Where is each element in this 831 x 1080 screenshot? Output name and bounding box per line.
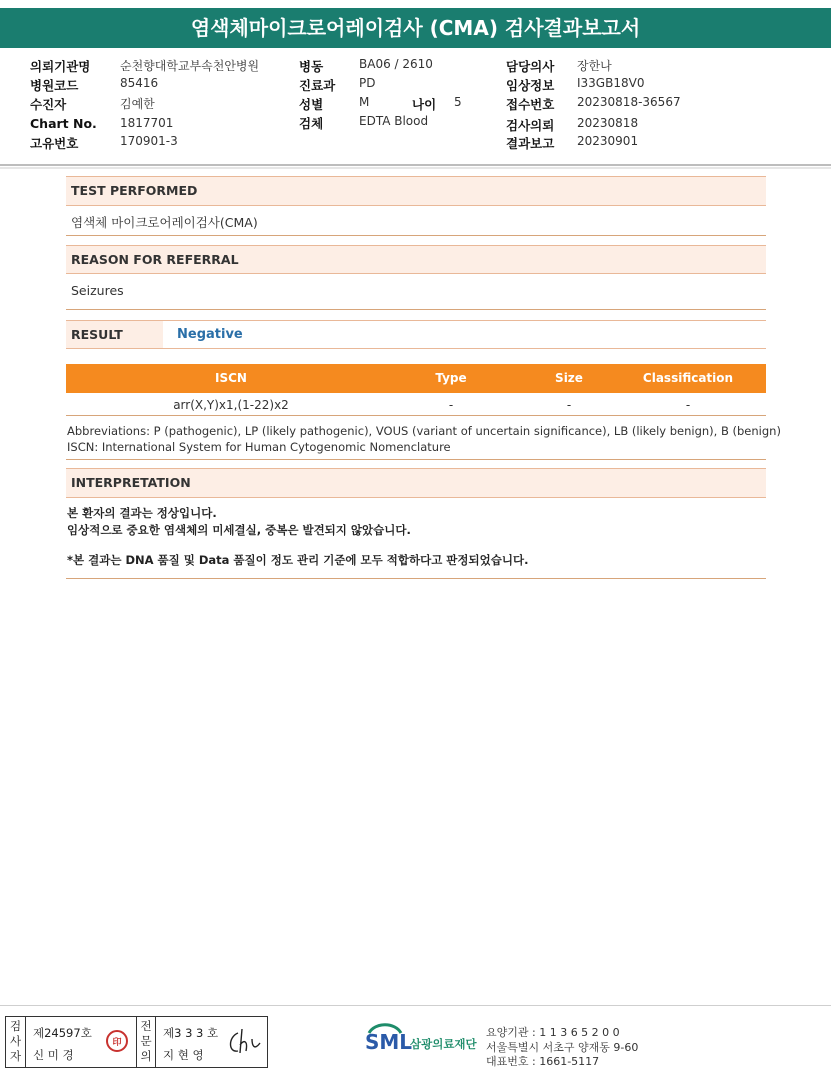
unique-no-value: 170901-3 [120, 134, 178, 148]
abbreviations-rule [66, 459, 766, 460]
institution-label: 의뢰기관명 [30, 59, 91, 74]
doctor-label: 담당의사 [506, 59, 555, 74]
org-phone: 대표번호 : 1661-5117 [486, 1055, 600, 1068]
sex-label: 성별 [299, 97, 324, 112]
examiner-label-text: 검사자 [9, 1019, 22, 1063]
col-size: Size [555, 371, 583, 385]
report-date-value: 20230901 [577, 134, 639, 148]
col-classification: Classification [642, 371, 734, 385]
specialist-number: 제3 3 3 호 [163, 1026, 219, 1040]
examiner-name: 신 미 경 [33, 1048, 74, 1062]
age-value: 5 [454, 95, 462, 109]
request-value: 20230818 [577, 116, 639, 130]
referral-rule [66, 309, 766, 310]
receipt-value: 20230818-36567 [577, 95, 681, 109]
chart-no-value: 1817701 [120, 116, 174, 130]
test-performed-value: 염색체 마이크로어레이검사(CMA) [71, 215, 258, 230]
referral-heading: REASON FOR REFERRAL [66, 245, 766, 274]
examiner-label [6, 1017, 26, 1067]
logo-org-name: 삼광의료재단 [410, 1037, 477, 1051]
examiner-number: 제24597호 [33, 1026, 92, 1040]
logo-text: SML [365, 1030, 413, 1054]
chart-no-label: Chart No. [30, 116, 97, 131]
referral-value: Seizures [71, 283, 124, 298]
institution-value: 순천향대학교부속천안병원 [120, 59, 260, 73]
test-performed-rule [66, 235, 766, 236]
unique-no-label: 고유번호 [30, 136, 79, 151]
cell-iscn: arr(X,Y)x1,(1-22)x2 [173, 398, 289, 412]
sex-value: M [359, 95, 370, 109]
report-title: 염색체마이크로어레이검사 (CMA) 검사결과보고서 [0, 8, 831, 48]
interpretation-note: *본 결과는 DNA 품질 및 Data 품질이 정도 관리 기준에 모두 적합하다고 판정되었습니다. [67, 553, 529, 567]
hospital-code-label: 병원코드 [30, 78, 79, 93]
result-value: Negative [177, 327, 243, 342]
specimen-value: EDTA Blood [359, 114, 429, 128]
test-performed-heading: TEST PERFORMED [66, 176, 766, 206]
examiner-seal-icon: 印 [106, 1030, 128, 1052]
hospital-code-value: 85416 [120, 76, 159, 90]
signature-icon [224, 1025, 262, 1059]
header-divider [0, 164, 831, 166]
patient-label: 수진자 [30, 97, 67, 112]
footer-divider [0, 1005, 831, 1006]
ward-label: 병동 [299, 59, 324, 74]
cell-size: - [566, 398, 572, 412]
specialist-label-text: 전문의 [140, 1019, 152, 1063]
org-code: 요양기관 : 1 1 3 6 5 2 0 0 [486, 1026, 620, 1039]
interpretation-heading: INTERPRETATION [66, 468, 766, 498]
result-row [66, 320, 766, 349]
report-date-label: 결과보고 [506, 136, 555, 151]
result-label: RESULT [66, 321, 163, 348]
dept-label: 진료과 [299, 78, 336, 93]
specimen-label: 검체 [299, 116, 324, 131]
cell-type: - [448, 398, 454, 412]
abbreviations-line: Abbreviations: P (pathogenic), LP (likely pathogenic), VOUS (variant of uncertain significance), LB (likely benign), B (benign) [67, 424, 781, 438]
cell-classification: - [685, 398, 691, 412]
request-label: 검사의뢰 [506, 118, 555, 133]
iscn-definition-line: ISCN: International System for Human Cytogenomic Nomenclature [67, 440, 451, 454]
doctor-value: 장한나 [577, 59, 612, 73]
col-type: Type [435, 371, 467, 385]
clinical-label: 임상정보 [506, 78, 555, 93]
patient-value: 김예한 [120, 97, 155, 111]
receipt-label: 접수번호 [506, 97, 555, 112]
dept-value: PD [359, 76, 376, 90]
specialist-label [136, 1017, 156, 1067]
signature-box [5, 1016, 268, 1068]
clinical-value: I33GB18V0 [577, 76, 645, 90]
col-iscn: ISCN [215, 371, 247, 385]
table-row [66, 394, 766, 416]
interpretation-line-1: 본 환자의 결과는 정상입니다. [67, 506, 217, 520]
header-divider-shadow [0, 167, 831, 169]
specialist-name: 지 현 영 [163, 1048, 204, 1062]
interpretation-rule [66, 578, 766, 579]
age-label: 나이 [412, 97, 437, 112]
org-address: 서울특별시 서초구 양재동 9-60 [486, 1041, 639, 1054]
interpretation-line-2: 임상적으로 중요한 염색체의 미세결실, 중복은 발견되지 않았습니다. [67, 523, 411, 537]
ward-value: BA06 / 2610 [359, 57, 433, 71]
report-header [0, 48, 831, 164]
result-table-header [66, 364, 766, 393]
